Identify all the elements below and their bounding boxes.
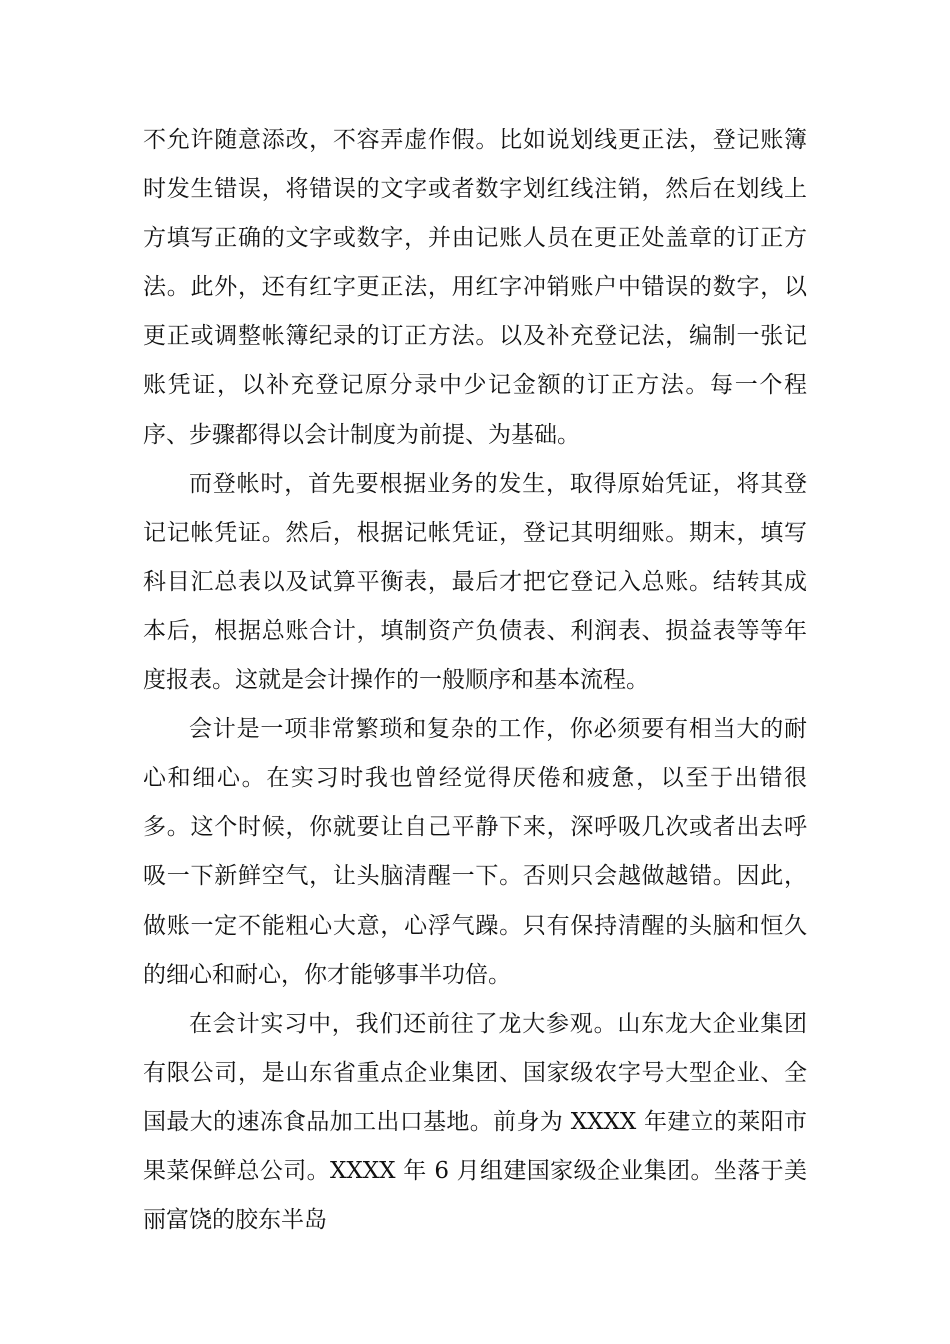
paragraph-longda-visit: 在会计实习中，我们还前往了龙大参观。山东龙大企业集团有限公司，是山东省重点企业集团、国家级农字号大型企业、全国最大的速冻食品加工出口基地。前身为 XXXX 年建立的莱阳市果菜保鲜总公司。XXXX 年 6 月组建国家级企业集团。坐落于美丽富饶的胶东半岛 [143, 1010, 807, 1234]
paragraph-patience: 会计是一项非常繁琐和复杂的工作，你必须要有相当大的耐心和细心。在实习时我也曾经觉得厌倦和疲惫，以至于出错很多。这个时候，你就要让自己平静下来，深呼吸几次或者出去呼吸一下新鲜空气，让头脑清醒一下。否则只会越做越错。因此，做账一定不能粗心大意，心浮气躁。只有保持清醒的头脑和恒久的细心和耐心，你才能够事半功倍。 [143, 716, 807, 988]
body-text [143, 116, 807, 1245]
paragraph-correction-methods: 不允许随意添改，不容弄虚作假。比如说划线更正法，登记账簿时发生错误，将错误的文字或者数字划红线注销，然后在划线上方填写正确的文字或数字，并由记账人员在更正处盖章的订正方法。此外，还有红字更正法，用红字冲销账户中错误的数字，以更正或调整帐簿纪录的订正方法。以及补充登记法，编制一张记账凭证，以补充登记原分录中少记金额的订正方法。每一个程序、步骤都得以会计制度为前提、为基础。 [143, 127, 807, 448]
paragraph-posting-process: 而登帐时，首先要根据业务的发生，取得原始凭证，将其登记记帐凭证。然后，根据记帐凭证，登记其明细账。期末，填写科目汇总表以及试算平衡表，最后才把它登记入总账。结转其成本后，根据总账合计，填制资产负债表、利润表、损益表等等年度报表。这就是会计操作的一般顺序和基本流程。 [143, 470, 807, 694]
